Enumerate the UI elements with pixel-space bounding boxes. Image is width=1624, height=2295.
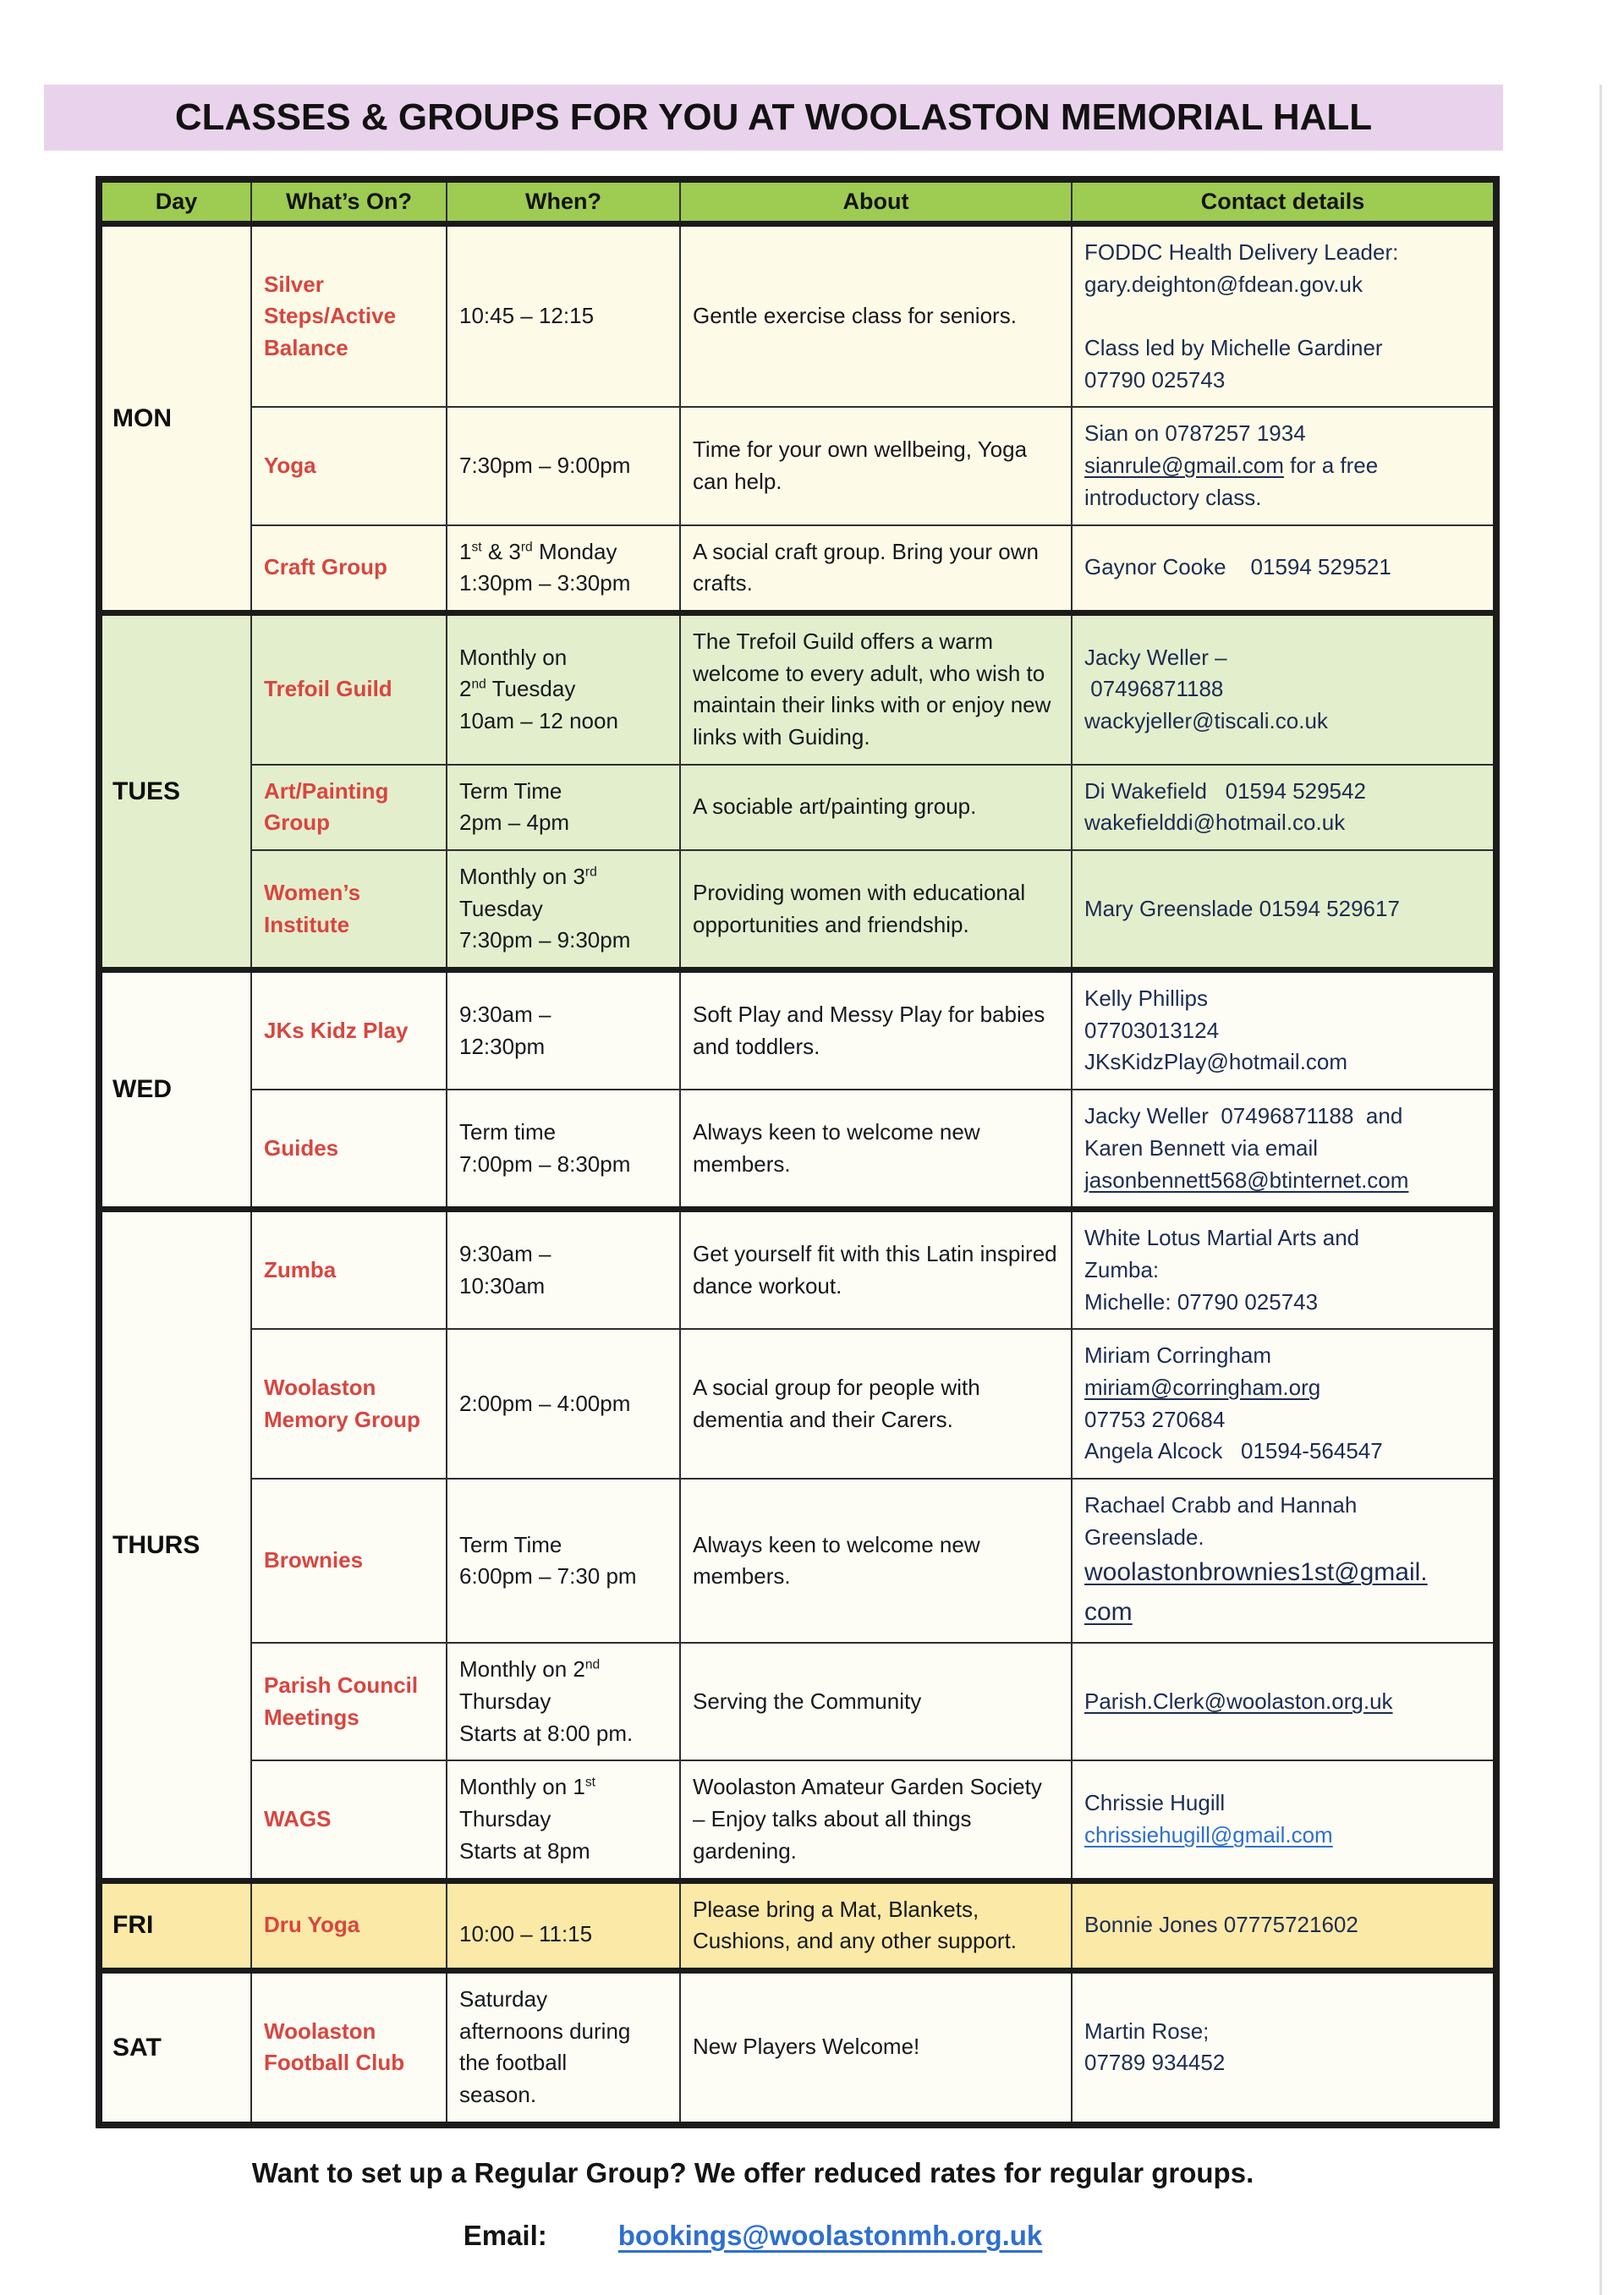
day-cell: TUES xyxy=(99,612,251,969)
when-cell: Monthly on 3rd Tuesday 7:30pm – 9:30pm xyxy=(447,850,680,970)
page-title: CLASSES & GROUPS FOR YOU AT WOOLASTON MEMORIAL HALL xyxy=(174,96,1373,138)
contact-line: Karen Bennett via email xyxy=(1084,1134,1319,1161)
when-cell: Saturday afternoons during the football season. xyxy=(447,1970,680,2124)
table-row xyxy=(99,1210,1496,1330)
contact-cell xyxy=(1072,850,1496,970)
about-cell: New Players Welcome! xyxy=(680,1970,1072,2124)
contact-cell xyxy=(1072,224,1496,408)
class-name-cell: Women’s Institute xyxy=(251,850,447,970)
about-cell: Time for your own wellbeing, Yoga can help. xyxy=(680,407,1072,524)
col-header-when: When? xyxy=(447,179,680,224)
contact-cell xyxy=(1072,1643,1496,1760)
contact-cell xyxy=(1072,525,1496,613)
contact-line: Rachael Crabb and Hannah xyxy=(1084,1492,1358,1518)
contact-line: Angela Alcock 01594-564547 xyxy=(1084,1438,1383,1464)
class-name-cell: Dru Yoga xyxy=(251,1880,447,1970)
class-name-cell: Parish Council Meetings xyxy=(251,1643,447,1760)
contact-line: com xyxy=(1084,1597,1133,1626)
table-row xyxy=(99,1970,1496,2124)
day-cell: MON xyxy=(99,224,251,613)
page-title-bar xyxy=(44,85,1503,151)
class-name-cell: Craft Group xyxy=(251,525,447,613)
table-header-row xyxy=(99,179,1496,224)
class-name-cell: Woolaston Football Club xyxy=(251,1970,447,2124)
table-row xyxy=(99,525,1496,613)
contact-line: Sian on 0787257 1934 xyxy=(1084,420,1306,447)
contact-line: Zumba: xyxy=(1084,1256,1160,1282)
about-cell: A social craft group. Bring your own crafts. xyxy=(680,525,1072,613)
scanned-flyer-page xyxy=(0,85,1624,2295)
contact-line: Greenslade. xyxy=(1084,1524,1204,1550)
when-cell: Monthly on 1st Thursday Starts at 8pm xyxy=(447,1760,680,1880)
contact-line: Gaynor Cooke 01594 529521 xyxy=(1084,554,1391,580)
class-name-cell: WAGS xyxy=(251,1760,447,1880)
contact-line: gary.deighton@fdean.gov.uk xyxy=(1084,271,1363,297)
contact-line: Bonnie Jones 07775721602 xyxy=(1084,1912,1358,1938)
table-row xyxy=(99,1880,1496,1970)
about-cell: Always keen to welcome new members. xyxy=(680,1090,1072,1210)
contact-line: 07703013124 xyxy=(1084,1017,1220,1043)
contact-line: 07496871188 xyxy=(1084,676,1224,702)
about-cell: The Trefoil Guild offers a warm welcome to every adult, who wish to maintain their links with or enjoy new links with Guiding. xyxy=(680,612,1072,764)
when-cell: 10:00 – 11:15 xyxy=(447,1880,680,1970)
contact-line: chrissiehugill@gmail.com xyxy=(1084,1821,1333,1848)
table-row xyxy=(99,1329,1496,1479)
classes-table xyxy=(96,176,1500,2128)
class-name-cell: JKs Kidz Play xyxy=(251,970,447,1090)
class-name-cell: Guides xyxy=(251,1090,447,1210)
booking-email: bookings@woolastonmh.org.uk xyxy=(617,2219,1043,2251)
class-name-cell: Yoga xyxy=(251,407,447,524)
when-cell: 9:30am – 12:30pm xyxy=(447,970,680,1090)
when-cell: Monthly on 2nd Thursday Starts at 8:00 pm. xyxy=(447,1643,680,1760)
class-name-cell: Art/Painting Group xyxy=(251,765,447,850)
when-cell: Term time 7:00pm – 8:30pm xyxy=(447,1090,680,1210)
table-row xyxy=(99,765,1496,850)
about-cell: Please bring a Mat, Blankets, Cushions, and any other support. xyxy=(680,1880,1072,1970)
footer-email-line xyxy=(0,2220,1506,2252)
col-header-day: Day xyxy=(99,179,251,224)
contact-line: Martin Rose; xyxy=(1084,2018,1210,2044)
contact-line: sianrule@gmail.com for a free xyxy=(1084,453,1379,479)
contact-line: 07753 270684 xyxy=(1084,1406,1226,1432)
when-cell: Monthly on 2nd Tuesday 10am – 12 noon xyxy=(447,612,680,764)
contact-line: jasonbennett568@btinternet.com xyxy=(1084,1167,1409,1193)
day-cell: FRI xyxy=(99,1880,251,1970)
col-header-contact: Contact details xyxy=(1072,179,1496,224)
col-header-about: About xyxy=(680,179,1072,224)
class-name-cell: Trefoil Guild xyxy=(251,612,447,764)
about-cell: Woolaston Amateur Garden Society – Enjoy talks about all things gardening. xyxy=(680,1760,1072,1880)
col-header-whats-on: What’s On? xyxy=(251,179,447,224)
class-name-cell: Brownies xyxy=(251,1479,447,1643)
contact-cell xyxy=(1072,1479,1496,1643)
class-name-cell: Zumba xyxy=(251,1210,447,1330)
about-cell: A social group for people with dementia and their Carers. xyxy=(680,1329,1072,1479)
contact-cell xyxy=(1072,1329,1496,1479)
when-cell: 10:45 – 12:15 xyxy=(447,224,680,408)
contact-line: Parish.Clerk@woolaston.org.uk xyxy=(1084,1688,1393,1715)
when-cell: 7:30pm – 9:00pm xyxy=(447,407,680,524)
email-label: Email: xyxy=(463,2219,547,2251)
contact-line xyxy=(1084,300,1481,332)
contact-line: Jacky Weller 07496871188 and xyxy=(1084,1103,1403,1129)
about-cell: Get yourself fit with this Latin inspired dance workout. xyxy=(680,1210,1072,1330)
contact-cell xyxy=(1072,1760,1496,1880)
class-name-cell: Woolaston Memory Group xyxy=(251,1329,447,1479)
when-cell: Term Time 2pm – 4pm xyxy=(447,765,680,850)
contact-cell xyxy=(1072,970,1496,1090)
contact-line: Michelle: 07790 025743 xyxy=(1084,1288,1319,1315)
table-row xyxy=(99,1643,1496,1760)
contact-cell xyxy=(1072,1210,1496,1330)
day-cell: THURS xyxy=(99,1210,251,1880)
contact-line: introductory class. xyxy=(1084,484,1262,510)
class-name-cell: Silver Steps/Active Balance xyxy=(251,224,447,408)
about-cell: Gentle exercise class for seniors. xyxy=(680,224,1072,408)
about-cell: Providing women with educational opportunities and friendship. xyxy=(680,850,1072,970)
about-cell: A sociable art/painting group. xyxy=(680,765,1072,850)
contact-cell xyxy=(1072,1970,1496,2124)
contact-line: Chrissie Hugill xyxy=(1084,1790,1226,1816)
footer-note: Want to set up a Regular Group? We offer reduced rates for regular groups. xyxy=(251,2156,1254,2188)
about-cell: Soft Play and Messy Play for babies and toddlers. xyxy=(680,970,1072,1090)
when-cell: Term Time 6:00pm – 7:30 pm xyxy=(447,1479,680,1643)
contact-line: FODDC Health Delivery Leader: xyxy=(1084,239,1399,265)
contact-line: 07789 934452 xyxy=(1084,2050,1226,2076)
contact-cell xyxy=(1072,1880,1496,1970)
contact-line: wakefielddi@hotmail.co.uk xyxy=(1084,810,1346,836)
when-cell: 2:00pm – 4:00pm xyxy=(447,1329,680,1479)
table-row xyxy=(99,407,1496,524)
contact-line: woolastonbrownies1st@gmail. xyxy=(1084,1558,1428,1587)
contact-line: Miriam Corringham xyxy=(1084,1342,1272,1369)
table-row xyxy=(99,1479,1496,1643)
when-cell: 1st & 3rd Monday 1:30pm – 3:30pm xyxy=(447,525,680,613)
day-cell: WED xyxy=(99,970,251,1210)
contact-cell xyxy=(1072,1090,1496,1210)
contact-line: Class led by Michelle Gardiner xyxy=(1084,335,1383,361)
contact-line: Mary Greenslade 01594 529617 xyxy=(1084,895,1400,921)
contact-cell xyxy=(1072,612,1496,764)
contact-line: miriam@corringham.org xyxy=(1084,1374,1321,1400)
table-row xyxy=(99,1090,1496,1210)
contact-line: Kelly Phillips xyxy=(1084,986,1208,1012)
contact-line: Di Wakefield 01594 529542 xyxy=(1084,777,1366,804)
contact-line: Jacky Weller – xyxy=(1084,644,1227,670)
contact-cell xyxy=(1072,765,1496,850)
when-cell: 9:30am – 10:30am xyxy=(447,1210,680,1330)
contact-line: 07790 025743 xyxy=(1084,366,1226,393)
table-row xyxy=(99,970,1496,1090)
contact-line: White Lotus Martial Arts and xyxy=(1084,1225,1360,1251)
contact-line: JKsKidzPlay@hotmail.com xyxy=(1084,1049,1348,1075)
about-cell: Always keen to welcome new members. xyxy=(680,1479,1072,1643)
table-row xyxy=(99,850,1496,970)
contact-line: wackyjeller@tiscali.co.uk xyxy=(1084,708,1328,734)
about-cell: Serving the Community xyxy=(680,1643,1072,1760)
table-row xyxy=(99,1760,1496,1880)
table-row xyxy=(99,612,1496,764)
table-row xyxy=(99,224,1496,408)
day-cell: SAT xyxy=(99,1970,251,2124)
scanner-edge-artifact xyxy=(1599,85,1602,2295)
contact-cell xyxy=(1072,407,1496,524)
